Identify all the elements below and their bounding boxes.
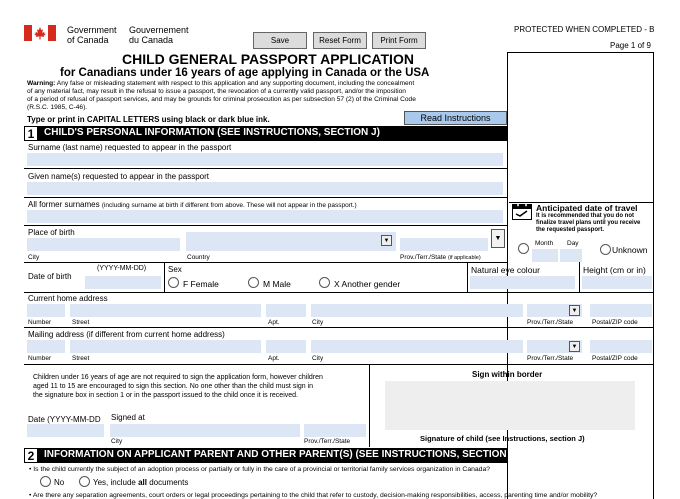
eye-colour-label: Natural eye colour (471, 265, 540, 275)
warning-line-3: of a period of refusal of passport services, and may be grounds for criminal prosecution as per subsection 57 (2) of the Criminal Code (27, 96, 416, 103)
home-postal-label: Postal/ZIP code (592, 319, 638, 326)
section-1-title: CHILD'S PERSONAL INFORMATION (SEE INSTRUCTIONS, SECTION J) (44, 127, 380, 138)
home-postal-input[interactable] (590, 304, 652, 317)
divider (24, 168, 507, 169)
sign-city-label: City (111, 438, 123, 445)
height-label: Height (cm or in) (583, 265, 646, 275)
type-print-note: Type or print in CAPITAL LETTERS using black or dark blue ink. (27, 115, 270, 124)
divider (24, 292, 654, 293)
read-instructions-button[interactable]: Read Instructions (404, 111, 507, 125)
home-address-label: Current home address (28, 294, 108, 303)
sign-date-label: Date (YYYY-MM-DD (28, 415, 101, 424)
protected-label: PROTECTED WHEN COMPLETED - B (514, 25, 655, 34)
travel-note-2: finalize travel plans until you receive (536, 220, 641, 226)
form-title: CHILD GENERAL PASSPORT APPLICATION (122, 51, 414, 67)
home-number-input[interactable] (27, 304, 65, 317)
home-apt-input[interactable] (266, 304, 306, 317)
given-name-input[interactable] (27, 182, 503, 195)
mail-city-input[interactable] (311, 340, 523, 353)
sign-prov-label: Prov./Terr./State (304, 438, 351, 445)
travel-unknown-radio[interactable] (600, 244, 611, 255)
surname-input[interactable] (27, 153, 503, 166)
mail-prov-dropdown-arrow[interactable]: ▼ (569, 341, 580, 352)
birth-prov-input[interactable] (400, 238, 488, 251)
travel-month-input[interactable] (560, 249, 582, 262)
travel-title: Anticipated date of travel (536, 203, 638, 213)
divider (467, 262, 468, 292)
sign-date-input[interactable] (27, 424, 104, 437)
yes-suffix: documents (146, 478, 189, 487)
home-street-label: Street (72, 319, 90, 326)
travel-date-radio[interactable] (518, 243, 529, 254)
home-apt-label: Apt. (268, 319, 280, 326)
divider (24, 327, 654, 328)
section-2-header (24, 448, 520, 463)
if-applicable-note: (if applicable) (447, 255, 481, 261)
adoption-no-label: No (54, 478, 65, 487)
divider (24, 262, 507, 263)
home-number-label: Number (28, 319, 52, 326)
yes-all: all (138, 478, 147, 487)
home-city-label: City (312, 319, 324, 326)
sex-female-radio[interactable] (168, 277, 179, 288)
signature-note-2: aged 11 to 15 are encouraged to sign this section. No one other than the child must sign in (33, 383, 314, 390)
travel-year-input[interactable] (532, 249, 558, 262)
mail-street-label: Street (72, 355, 90, 362)
mail-postal-input[interactable] (590, 340, 652, 353)
mail-number-input[interactable] (27, 340, 65, 353)
divider (164, 262, 165, 292)
former-surnames-input[interactable] (27, 210, 503, 223)
section-2-title: INFORMATION ON APPLICANT PARENT AND OTHER PARENT(S) (SEE INSTRUCTIONS, SECTION K) (44, 449, 520, 460)
former-surnames-title: All former surnames (28, 200, 100, 209)
birth-city-input[interactable] (27, 238, 180, 251)
section-2-number: 2 (24, 448, 38, 463)
gov-en-line1: Government (67, 25, 117, 35)
height-input[interactable] (582, 276, 652, 289)
mail-apt-label: Apt. (268, 355, 280, 362)
gov-fr-line1: Gouvernement (129, 25, 189, 35)
calendar-icon (512, 204, 532, 220)
home-prov-label: Prov./Terr./State (527, 319, 574, 326)
page-number: Page 1 of 9 (610, 41, 651, 50)
sex-female-label: F Female (183, 279, 219, 289)
place-of-birth-label: Place of birth (28, 228, 75, 237)
prov-dropdown-button[interactable]: ▼ (491, 229, 505, 248)
gov-en-line2: of Canada (67, 35, 109, 45)
sign-within-border-label: Sign within border (472, 370, 543, 379)
sex-label: Sex (168, 265, 182, 274)
divider (24, 364, 654, 365)
sign-city-input[interactable] (110, 424, 300, 437)
sex-male-label: M Male (263, 279, 291, 289)
form-subtitle: for Canadians under 16 years of age applying in Canada or the USA (60, 67, 430, 79)
travel-note-3: the requested passport. (536, 227, 605, 233)
warning-line-2: of any material fact, may result in the refusal to issue a passport, the revocation of a currently valid passport, and/or the imposition (27, 88, 406, 95)
dob-label: Date of birth (28, 272, 72, 281)
mail-apt-input[interactable] (266, 340, 306, 353)
warning-line-4: (R.S.C. 1985, C-46). (27, 104, 88, 111)
section-1-number: 1 (24, 126, 38, 141)
warning-text-1: Any false or misleading statement with respect to this application and any supporting document, including the concealment (56, 80, 415, 87)
mail-street-input[interactable] (70, 340, 261, 353)
eye-colour-input[interactable] (470, 276, 575, 289)
signature-note-3: the signature box in section 1 or in the passport issued to the child once it is received. (33, 392, 298, 399)
mail-city-label: City (312, 355, 324, 362)
adoption-no-radio[interactable] (40, 476, 51, 487)
birth-prov-label (400, 254, 481, 261)
signed-at-label: Signed at (111, 413, 145, 422)
given-name-label: Given name(s) requested to appear in the passport (28, 172, 209, 181)
custody-question: • Are there any separation agreements, court orders or legal proceedings pertaining to the child that refer to custody, decision-making responsibilities, access, parenting time and/or mobility? (29, 492, 598, 499)
divider (24, 197, 507, 198)
divider (579, 262, 580, 292)
travel-month-label: Month (535, 240, 554, 247)
child-signature-box[interactable] (385, 381, 635, 430)
birth-country-input[interactable] (186, 232, 396, 251)
sex-x-label: X Another gender (334, 279, 401, 289)
home-city-input[interactable] (311, 304, 523, 317)
sex-male-radio[interactable] (248, 277, 259, 288)
birth-prov-text: Prov./Terr./State (400, 254, 447, 261)
dob-format: (YYYY-MM-DD) (97, 265, 147, 272)
mailing-address-label: Mailing address (if different from current home address) (28, 330, 225, 339)
mail-postal-label: Postal/ZIP code (592, 355, 638, 362)
canada-flag-logo (24, 25, 56, 41)
former-surnames-note: (including surname at birth if different from above. These will not appear in the passport.) (101, 202, 357, 209)
travel-unknown-label: Unknown (612, 245, 648, 255)
country-dropdown-arrow[interactable]: ▼ (381, 235, 392, 246)
save-button[interactable]: Save (253, 32, 307, 49)
home-prov-dropdown-arrow[interactable]: ▼ (569, 305, 580, 316)
travel-note-1: It is recommended that you do not (536, 213, 635, 219)
warning-label: Warning: (27, 80, 56, 87)
home-street-input[interactable] (70, 304, 261, 317)
sign-prov-input[interactable] (304, 424, 366, 437)
print-form-button[interactable]: Print Form (372, 32, 426, 49)
warning-line-1 (27, 80, 414, 87)
divider (24, 225, 507, 226)
birth-country-label: Country (187, 254, 210, 261)
sex-x-radio[interactable] (319, 277, 330, 288)
mail-number-label: Number (28, 355, 52, 362)
surname-label: Surname (last name) requested to appear in the passport (28, 143, 232, 152)
adoption-question: • Is the child currently the subject of an adoption process or partially or fully in the care of a provincial or territorial family services organization in Canada? (29, 466, 491, 473)
travel-day-label: Day (567, 240, 579, 247)
adoption-yes-radio[interactable] (79, 476, 90, 487)
dob-input[interactable] (85, 276, 161, 289)
section-1-header (24, 126, 507, 141)
former-surnames-label (28, 200, 357, 209)
signature-of-child-label: Signature of child (see Instructions, section J) (420, 434, 585, 443)
yes-prefix: Yes, include (93, 478, 139, 487)
birth-city-label: City (28, 254, 40, 261)
mail-prov-label: Prov./Terr./State (527, 355, 574, 362)
signature-note-1: Children under 16 years of age are not required to sign the application form, however children (33, 374, 323, 381)
adoption-yes-label (93, 478, 188, 487)
reset-form-button[interactable]: Reset Form (313, 32, 367, 49)
gov-fr-line2: du Canada (129, 35, 174, 45)
divider (369, 364, 370, 447)
